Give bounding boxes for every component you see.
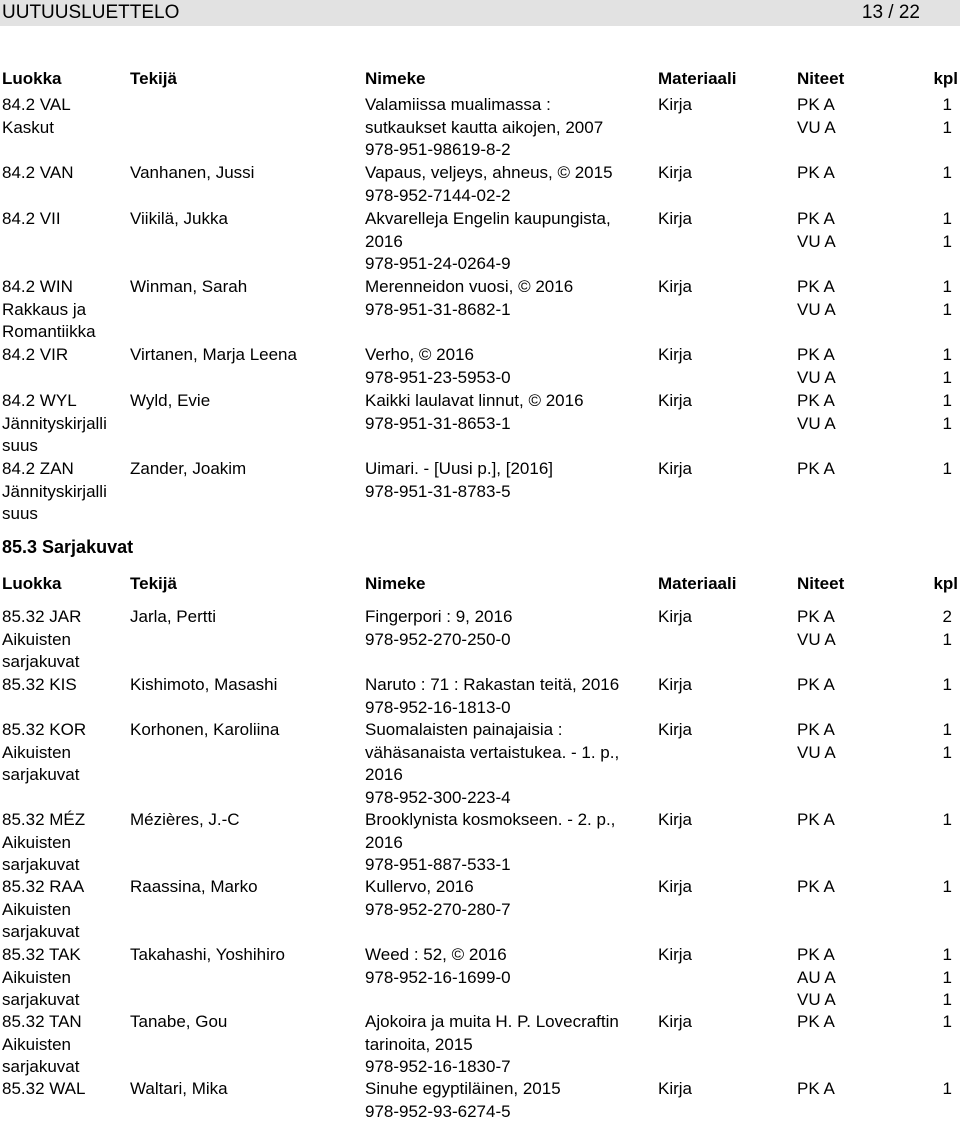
cell-tekija-line: Kishimoto, Masashi <box>130 675 278 694</box>
cell-tekija <box>130 208 228 231</box>
cell-materiaali <box>658 606 692 629</box>
cell-tekija-line: Takahashi, Yoshihiro <box>130 945 286 964</box>
cell-tekija <box>130 944 285 967</box>
cell-luokka-line: sarjakuvat <box>2 652 80 672</box>
column-header-row <box>0 68 960 90</box>
cell-luokka-line: Aikuisten <box>2 832 71 852</box>
cell-luokka-line: sarjakuvat <box>2 765 80 785</box>
cell-niteet-line: PK A <box>797 277 835 296</box>
cell-materiaali-line: Kirja <box>658 163 693 182</box>
cell-nimeke <box>365 876 511 921</box>
cell-kpl-line: 1 <box>942 742 952 762</box>
cell-nimeke-line: 978-951-23-5953-0 <box>365 367 511 387</box>
cell-niteet <box>797 719 836 764</box>
cell-materiaali-line: Kirja <box>658 1079 693 1098</box>
cell-niteet-line: PK A <box>797 391 835 410</box>
cell-nimeke-line: 978-951-887-533-1 <box>365 855 511 875</box>
cell-kpl-line: 2 <box>942 607 952 626</box>
cell-materiaali <box>658 208 692 231</box>
cell-luokka-line: 85.32 TAN <box>2 1012 82 1031</box>
cell-nimeke <box>365 719 619 810</box>
cell-kpl <box>943 606 952 651</box>
cell-kpl-line: 1 <box>942 413 952 433</box>
cell-niteet-line: VU A <box>797 990 836 1010</box>
cell-nimeke-line: 978-951-24-0264-9 <box>365 254 511 274</box>
cell-materiaali <box>658 458 692 481</box>
cell-niteet-line: PK A <box>797 209 835 228</box>
cell-niteet-line: VU A <box>797 742 836 762</box>
cell-niteet-line: VU A <box>797 299 836 319</box>
cell-kpl <box>943 674 952 697</box>
cell-niteet <box>797 162 835 185</box>
cell-niteet-line: VU A <box>797 629 836 649</box>
cell-nimeke-line: vähäsanaista vertaistukea. - 1. p., <box>365 742 620 762</box>
col-header-niteet: Niteet <box>797 69 845 88</box>
cell-niteet-line: PK A <box>797 459 835 478</box>
cell-luokka <box>2 719 86 787</box>
cell-materiaali-line: Kirja <box>658 1012 693 1031</box>
cell-kpl-line: 1 <box>942 367 952 387</box>
cell-nimeke-line: 978-952-16-1699-0 <box>365 967 511 987</box>
cell-luokka-line: 84.2 VII <box>2 209 61 228</box>
cell-niteet <box>797 276 836 321</box>
cell-niteet <box>797 944 836 1012</box>
cell-niteet-line: VU A <box>797 231 836 251</box>
document-title: UUTUUSLUETTELO <box>2 2 180 23</box>
cell-kpl-line: 1 <box>942 629 952 649</box>
cell-luokka-line: 85.32 MÉZ <box>2 810 86 829</box>
col-header-tekija: Tekijä <box>130 574 177 593</box>
cell-luokka <box>2 208 61 231</box>
cell-materiaali <box>658 390 692 413</box>
cell-materiaali <box>658 276 692 299</box>
cell-kpl-line: 1 <box>942 1012 952 1031</box>
cell-niteet <box>797 208 836 253</box>
cell-kpl-line: 1 <box>942 391 952 410</box>
cell-luokka-line: Rakkaus ja <box>2 299 87 319</box>
cell-materiaali-line: Kirja <box>658 345 693 364</box>
cell-tekija <box>130 276 247 299</box>
cell-luokka-line: 85.32 TAK <box>2 945 81 964</box>
cell-niteet-line: VU A <box>797 117 836 137</box>
cell-nimeke-line: 2016 <box>365 832 403 852</box>
col-header-luokka: Luokka <box>2 69 62 88</box>
cell-niteet-line: VU A <box>797 367 836 387</box>
cell-nimeke <box>365 809 615 877</box>
cell-tekija <box>130 390 210 413</box>
cell-tekija-line: Waltari, Mika <box>130 1079 228 1098</box>
cell-materiaali-line: Kirja <box>658 945 693 964</box>
cell-luokka-line: Jännityskirjalli <box>2 413 107 433</box>
cell-nimeke-line: Brooklynista kosmokseen. - 2. p., <box>365 810 616 829</box>
cell-kpl-line: 1 <box>942 345 952 364</box>
cell-kpl-line: 1 <box>942 1079 952 1098</box>
cell-nimeke-line: Kaikki laulavat linnut, © 2016 <box>365 391 584 410</box>
cell-tekija-line: Wyld, Evie <box>130 391 211 410</box>
cell-kpl-line: 1 <box>942 810 952 829</box>
cell-materiaali-line: Kirja <box>658 877 693 896</box>
cell-luokka-line: 84.2 VAL <box>2 95 71 114</box>
cell-luokka <box>2 390 107 458</box>
cell-nimeke-line: Verho, © 2016 <box>365 345 474 364</box>
cell-luokka <box>2 276 96 344</box>
cell-tekija <box>130 674 277 697</box>
cell-kpl-line: 1 <box>942 945 952 964</box>
col-header-materiaali: Materiaali <box>658 69 737 88</box>
cell-kpl <box>943 162 952 185</box>
cell-kpl <box>943 944 952 1012</box>
cell-nimeke-line: Kullervo, 2016 <box>365 877 474 896</box>
cell-luokka <box>2 674 77 697</box>
section-title: 85.3 Sarjakuvat <box>2 537 134 557</box>
col-header-niteet: Niteet <box>797 574 845 593</box>
cell-kpl-line: 1 <box>942 163 952 182</box>
cell-nimeke <box>365 458 553 503</box>
cell-nimeke-line: Vapaus, veljeys, ahneus, © 2015 <box>365 163 613 182</box>
cell-nimeke <box>365 162 613 207</box>
cell-niteet-line: PK A <box>797 945 835 964</box>
cell-kpl-line: 1 <box>942 877 952 896</box>
cell-tekija <box>130 809 240 832</box>
cell-luokka-line: Aikuisten <box>2 899 71 919</box>
cell-materiaali-line: Kirja <box>658 607 693 626</box>
col-header-nimeke: Nimeke <box>365 574 426 593</box>
cell-nimeke <box>365 944 511 989</box>
cell-materiaali <box>658 1078 692 1101</box>
cell-niteet-line: PK A <box>797 720 835 739</box>
cell-nimeke <box>365 606 512 651</box>
cell-luokka-line: 84.2 ZAN <box>2 459 74 478</box>
cell-luokka-line: 84.2 VIR <box>2 345 69 364</box>
cell-niteet-line: PK A <box>797 810 835 829</box>
cell-tekija-line: Vanhanen, Jussi <box>130 163 255 182</box>
cell-tekija-line: Zander, Joakim <box>130 459 247 478</box>
cell-materiaali <box>658 94 692 117</box>
cell-kpl <box>943 94 952 139</box>
cell-nimeke-line: 978-951-31-8783-5 <box>365 481 511 501</box>
cell-luokka <box>2 94 71 139</box>
cell-kpl <box>943 390 952 435</box>
cell-nimeke <box>365 1078 561 1123</box>
cell-luokka-line: suus <box>2 504 38 524</box>
cell-nimeke <box>365 276 573 321</box>
cell-kpl <box>943 1011 952 1034</box>
cell-materiaali <box>658 1011 692 1034</box>
cell-luokka-line: 85.32 RAA <box>2 877 85 896</box>
cell-nimeke-line: Ajokoira ja muita H. P. Lovecraftin <box>365 1012 619 1031</box>
cell-nimeke-line: 978-952-7144-02-2 <box>365 185 511 205</box>
cell-nimeke-line: tarinoita, 2015 <box>365 1034 473 1054</box>
cell-kpl <box>943 809 952 832</box>
cell-materiaali-line: Kirja <box>658 209 693 228</box>
cell-luokka <box>2 944 81 1012</box>
cell-nimeke-line: Weed : 52, © 2016 <box>365 945 507 964</box>
cell-nimeke <box>365 390 584 435</box>
cell-tekija <box>130 458 246 481</box>
cell-luokka-line: sarjakuvat <box>2 855 80 875</box>
cell-luokka-line: 85.32 KOR <box>2 720 87 739</box>
cell-luokka-line: 84.2 WIN <box>2 277 73 296</box>
cell-niteet <box>797 344 836 389</box>
cell-niteet <box>797 876 835 899</box>
cell-luokka <box>2 876 84 944</box>
cell-kpl-line: 1 <box>942 117 952 137</box>
cell-materiaali <box>658 809 692 832</box>
cell-nimeke-line: 978-952-300-223-4 <box>365 788 511 808</box>
column-header-row <box>0 573 960 595</box>
cell-nimeke-line: 978-952-93-6274-5 <box>365 1101 511 1121</box>
cell-tekija-line: Korhonen, Karoliina <box>130 720 280 739</box>
cell-nimeke <box>365 1011 619 1079</box>
cell-nimeke-line: 978-952-16-1813-0 <box>365 697 511 717</box>
cell-niteet <box>797 1011 835 1034</box>
cell-materiaali-line: Kirja <box>658 720 693 739</box>
cell-luokka-line: sarjakuvat <box>2 1057 80 1077</box>
cell-materiaali <box>658 162 692 185</box>
cell-kpl-line: 1 <box>942 459 952 478</box>
cell-nimeke <box>365 344 511 389</box>
col-header-tekija: Tekijä <box>130 69 177 88</box>
cell-nimeke-line: 2016 <box>365 765 403 785</box>
cell-niteet <box>797 1078 835 1101</box>
cell-tekija-line: Virtanen, Marja Leena <box>130 345 297 364</box>
cell-luokka-line: Aikuisten <box>2 967 71 987</box>
cell-materiaali-line: Kirja <box>658 459 693 478</box>
cell-nimeke-line: Akvarelleja Engelin kaupungista, <box>365 209 611 228</box>
cell-nimeke-line: 978-952-270-250-0 <box>365 629 511 649</box>
cell-luokka-line: 84.2 WYL <box>2 391 77 410</box>
col-header-luokka: Luokka <box>2 574 62 593</box>
cell-luokka <box>2 1078 85 1101</box>
cell-nimeke-line: 978-951-31-8682-1 <box>365 299 511 319</box>
cell-niteet <box>797 94 836 139</box>
cell-luokka-line: Aikuisten <box>2 742 71 762</box>
page-header <box>0 0 960 26</box>
cell-kpl <box>943 719 952 764</box>
cell-kpl <box>943 458 952 481</box>
cell-kpl-line: 1 <box>942 990 952 1010</box>
cell-tekija <box>130 719 279 742</box>
cell-niteet-line: AU A <box>797 967 836 987</box>
cell-nimeke-line: sutkaukset kautta aikojen, 2007 <box>365 117 604 137</box>
cell-tekija <box>130 606 216 629</box>
cell-luokka-line: Kaskut <box>2 117 54 137</box>
cell-nimeke-line: Valamiissa mualimassa : <box>365 95 551 114</box>
cell-luokka <box>2 606 81 674</box>
cell-kpl-line: 1 <box>942 720 952 739</box>
cell-nimeke-line: Sinuhe egyptiläinen, 2015 <box>365 1079 561 1098</box>
cell-luokka-line: 85.32 KIS <box>2 675 77 694</box>
col-header-kpl: kpl <box>933 69 958 88</box>
cell-tekija <box>130 344 297 367</box>
cell-niteet-line: PK A <box>797 1012 835 1031</box>
cell-kpl <box>943 344 952 389</box>
cell-kpl <box>943 1078 952 1101</box>
cell-materiaali <box>658 876 692 899</box>
cell-luokka-line: 85.32 JAR <box>2 607 82 626</box>
cell-kpl <box>943 208 952 253</box>
cell-nimeke-line: 978-952-270-280-7 <box>365 899 511 919</box>
cell-luokka-line: sarjakuvat <box>2 922 80 942</box>
cell-niteet-line: PK A <box>797 163 835 182</box>
cell-nimeke <box>365 208 611 276</box>
cell-luokka <box>2 344 68 367</box>
cell-niteet <box>797 674 835 697</box>
cell-kpl <box>943 876 952 899</box>
cell-niteet <box>797 458 835 481</box>
cell-nimeke-line: Suomalaisten painajaisia : <box>365 720 563 739</box>
cell-tekija-line: Winman, Sarah <box>130 277 248 296</box>
cell-materiaali-line: Kirja <box>658 810 693 829</box>
cell-kpl-line: 1 <box>942 95 952 114</box>
cell-materiaali <box>658 674 692 697</box>
cell-niteet <box>797 390 836 435</box>
cell-tekija-line: Raassina, Marko <box>130 877 258 896</box>
cell-nimeke-line: 2016 <box>365 231 403 251</box>
cell-nimeke-line: 978-952-16-1830-7 <box>365 1057 511 1077</box>
cell-luokka-line: 84.2 VAN <box>2 163 74 182</box>
cell-materiaali <box>658 344 692 367</box>
cell-materiaali-line: Kirja <box>658 391 693 410</box>
col-header-kpl: kpl <box>933 574 958 593</box>
cell-tekija-line: Tanabe, Gou <box>130 1012 228 1031</box>
cell-nimeke-line: 978-951-98619-8-2 <box>365 140 511 160</box>
cell-luokka-line: Jännityskirjalli <box>2 481 107 501</box>
cell-niteet-line: PK A <box>797 95 835 114</box>
cell-luokka-line: Aikuisten <box>2 629 71 649</box>
cell-materiaali <box>658 944 692 967</box>
cell-materiaali <box>658 719 692 742</box>
cell-kpl <box>943 276 952 321</box>
cell-tekija-line: Mézières, J.-C <box>130 810 240 829</box>
cell-nimeke <box>365 674 619 719</box>
cell-luokka <box>2 458 107 526</box>
cell-tekija <box>130 1011 227 1034</box>
cell-kpl-line: 1 <box>942 231 952 251</box>
cell-niteet-line: PK A <box>797 675 835 694</box>
cell-niteet-line: PK A <box>797 1079 835 1098</box>
cell-nimeke-line: Uimari. - [Uusi p.], [2016] <box>365 459 554 478</box>
cell-kpl-line: 1 <box>942 967 952 987</box>
cell-luokka-line: Aikuisten <box>2 1034 71 1054</box>
cell-tekija-line: Viikilä, Jukka <box>130 209 228 228</box>
cell-niteet-line: PK A <box>797 607 835 626</box>
cell-niteet-line: PK A <box>797 345 835 364</box>
cell-niteet-line: PK A <box>797 877 835 896</box>
cell-niteet <box>797 809 835 832</box>
cell-nimeke-line: Merenneidon vuosi, © 2016 <box>365 277 574 296</box>
col-header-nimeke: Nimeke <box>365 69 426 88</box>
cell-luokka <box>2 809 85 877</box>
cell-materiaali-line: Kirja <box>658 675 693 694</box>
cell-tekija <box>130 876 258 899</box>
cell-kpl-line: 1 <box>942 209 952 228</box>
cell-niteet <box>797 606 836 651</box>
cell-luokka-line: 85.32 WAL <box>2 1079 86 1098</box>
col-header-materiaali: Materiaali <box>658 574 737 593</box>
cell-materiaali-line: Kirja <box>658 95 693 114</box>
cell-tekija-line: Jarla, Pertti <box>130 607 216 626</box>
cell-kpl-line: 1 <box>942 299 952 319</box>
cell-tekija <box>130 1078 228 1101</box>
cell-materiaali-line: Kirja <box>658 277 693 296</box>
cell-nimeke-line: Naruto : 71 : Rakastan teitä, 2016 <box>365 675 620 694</box>
cell-kpl-line: 1 <box>942 277 952 296</box>
page-number: 13 / 22 <box>861 2 920 23</box>
cell-nimeke-line: Fingerpori : 9, 2016 <box>365 607 513 626</box>
cell-luokka-line: suus <box>2 436 38 456</box>
cell-luokka-line: sarjakuvat <box>2 990 80 1010</box>
cell-kpl-line: 1 <box>942 675 952 694</box>
cell-nimeke <box>365 94 603 162</box>
cell-luokka <box>2 1011 82 1079</box>
cell-tekija <box>130 162 254 185</box>
cell-nimeke-line: 978-951-31-8653-1 <box>365 413 511 433</box>
cell-niteet-line: VU A <box>797 413 836 433</box>
cell-luokka <box>2 162 74 185</box>
cell-luokka-line: Romantiikka <box>2 322 96 342</box>
